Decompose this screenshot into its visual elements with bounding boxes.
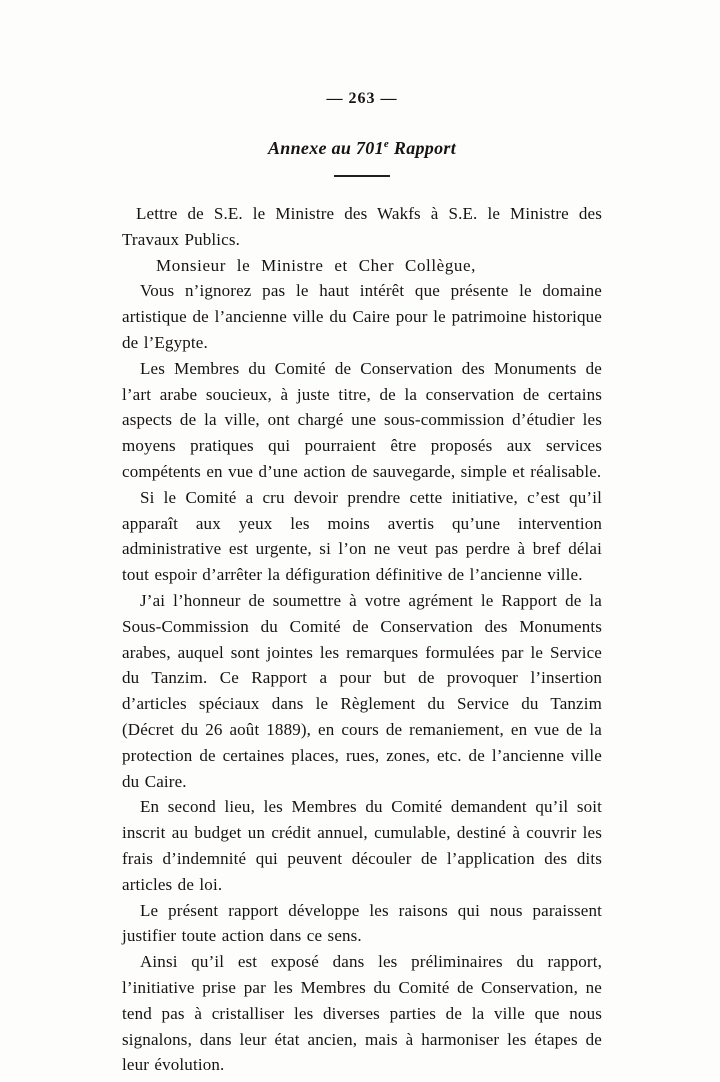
paragraph: Monsieur le Ministre et Cher Collègue, bbox=[156, 255, 477, 275]
annex-heading bbox=[122, 138, 602, 159]
annex-heading-superscript: e bbox=[383, 138, 390, 150]
annex-heading-suffix: Rapport bbox=[389, 138, 457, 158]
paragraph: Les Membres du Comité de Conservation des Monuments de l’art arabe soucieux, à juste titre, de la conservation de certains aspects de la ville, ont chargé une sous-commission d’étudier les moyens pratiques qui pourraient être proposés aux services compétents en vue d’une action de sauvegarde, simple et réalisable. bbox=[122, 358, 602, 481]
paragraph: Ainsi qu’il est exposé dans les préliminaires du rapport, l’initiative prise par les Membres du Comité de Conservation, ne tend pas à cristalliser les diverses parties de la ville que nous signalons, dans leur état ancien, mais à harmoniser les étapes de leur évolution. bbox=[122, 952, 602, 1075]
heading-divider bbox=[334, 175, 390, 177]
page-number: — 263 — bbox=[326, 90, 398, 107]
paragraph: Lettre de S.E. le Ministre des Wakfs à S.E. le Ministre des Travaux Publics. bbox=[122, 204, 602, 249]
paragraph: Vous n’ignorez pas le haut intérêt que présente le domaine artistique de l’ancienne ville du Caire pour le patrimoine historique de l’Egypte. bbox=[122, 281, 602, 352]
paragraph: En second lieu, les Membres du Comité demandent qu’il soit inscrit au budget un crédit annuel, cumulable, destiné à couvrir les frais d’indemnité qui peuvent découler de l’application des dits articles de loi. bbox=[122, 797, 602, 894]
paragraph: J’ai l’honneur de soumettre à votre agrément le Rapport de la Sous-Commission du Comité de Conservation des Monuments arabes, auquel sont jointes les remarques formulées par le Service du Tanzim. Ce Rapport a pour but de provoquer l’insertion d’articles spéciaux dans le Règlement du Service du Tanzim (Décret du 26 août 1889), en cours de remaniement, en vue de la protection de certaines places, rues, zones, etc. de l’ancienne ville du Caire. bbox=[122, 590, 602, 791]
letter-body bbox=[122, 201, 602, 1078]
annex-heading-prefix: Annexe au 701 bbox=[267, 138, 384, 158]
paragraph: Si le Comité a cru devoir prendre cette initiative, c’est qu’il apparaît aux yeux les moins avertis qu’une intervention administrative est urgente, si l’on ne veut pas perdre à bref délai tout espoir d’arrêter la défiguration définitive de l’ancienne ville. bbox=[122, 487, 602, 585]
paragraph: Le présent rapport développe les raisons qui nous paraissent justifier toute action dans ce sens. bbox=[122, 900, 602, 946]
